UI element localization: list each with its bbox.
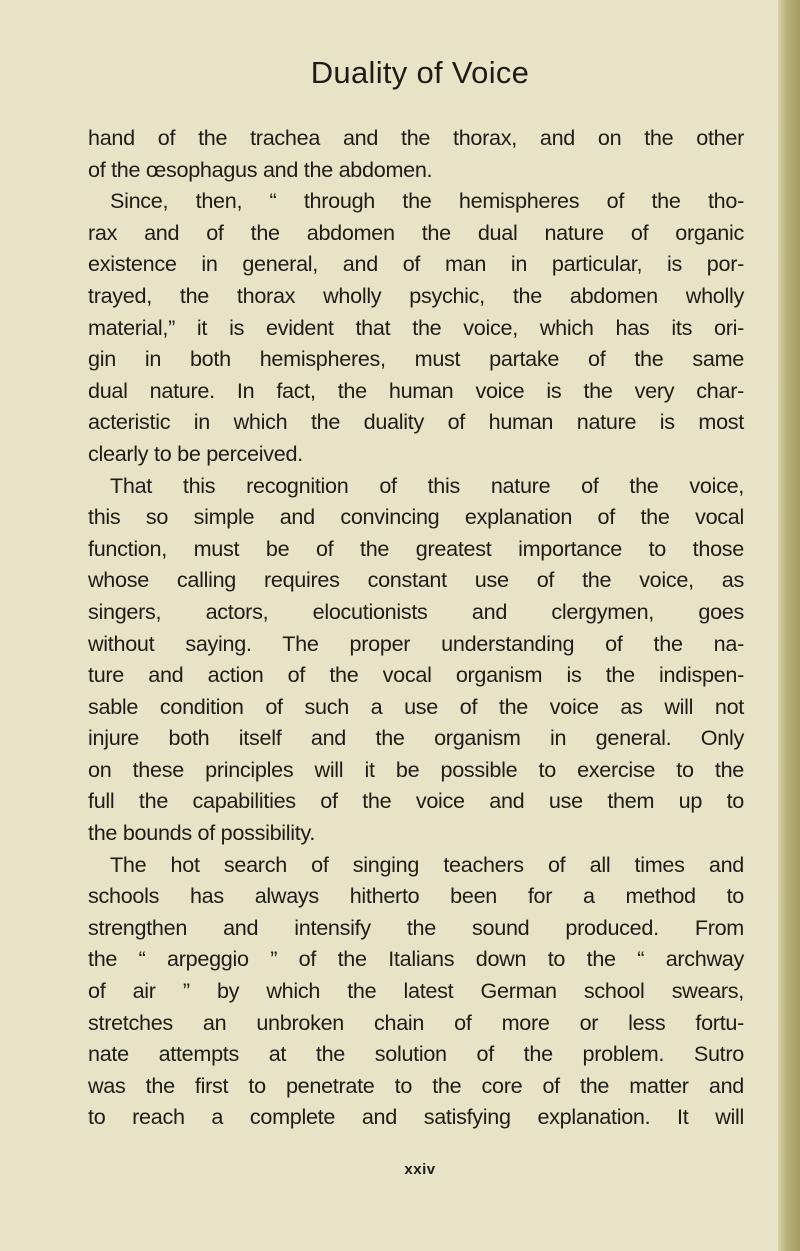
text-line: whose calling requires constant use of the voice, as [88, 567, 744, 593]
text-line: stretches an unbroken chain of more or less fortu- [88, 1009, 744, 1035]
text-line: full the capabilities of the voice and use them up to [88, 788, 744, 814]
text-line: clearly to be perceived. [88, 440, 303, 466]
text-line: the “ arpeggio ” of the Italians down to the “ archway [88, 946, 744, 972]
text-line: function, must be of the greatest importance to those [88, 535, 744, 561]
text-line: this so simple and convincing explanation of the vocal [88, 504, 744, 530]
running-title: Duality of Voice [310, 55, 530, 90]
text-line: That this recognition of this nature of the voice, [110, 472, 744, 498]
text-line: strengthen and intensify the sound produced. From [88, 914, 744, 940]
text-line: material,” it is evident that the voice, which has its ori- [88, 314, 744, 340]
text-line: of air ” by which the latest German school swears, [88, 978, 744, 1004]
text-line: without saying. The proper understanding of the na- [88, 630, 744, 656]
text-line: rax and of the abdomen the dual nature of organic [88, 219, 744, 245]
page-edge-shadow [778, 0, 800, 1251]
text-line: the bounds of possibility. [88, 820, 316, 846]
text-line: acteristic in which the duality of human nature is most [88, 409, 744, 435]
text-line: existence in general, and of man in particular, is por- [88, 251, 744, 277]
text-line: sable condition of such a use of the voice as will not [88, 693, 744, 719]
text-line: dual nature. In fact, the human voice is the very char- [88, 377, 744, 403]
text-line: injure both itself and the organism in general. Only [88, 725, 744, 751]
text-line: gin in both hemispheres, must partake of the same [88, 346, 744, 372]
text-line: of the œsophagus and the abdomen. [88, 156, 433, 182]
text-line: ture and action of the vocal organism is the indispen- [88, 662, 744, 688]
text-line: The hot search of singing teachers of all times and [110, 851, 744, 877]
text-line: on these principles will it be possible to exercise to the [88, 756, 744, 782]
text-line: singers, actors, elocutionists and clergymen, goes [88, 598, 744, 624]
text-line: to reach a complete and satisfying explanation. It will [88, 1104, 744, 1130]
body-text [88, 122, 744, 1133]
text-line: nate attempts at the solution of the problem. Sutro [88, 1041, 744, 1067]
text-line: trayed, the thorax wholly psychic, the abdomen wholly [88, 282, 744, 308]
text-line: schools has always hitherto been for a method to [88, 883, 744, 909]
text-line: hand of the trachea and the thorax, and on the other [88, 125, 744, 150]
text-line: Since, then, “ through the hemispheres of the tho- [110, 188, 744, 214]
page-number: xxiv [404, 1161, 436, 1178]
text-line: was the first to penetrate to the core of the matter and [88, 1072, 744, 1098]
